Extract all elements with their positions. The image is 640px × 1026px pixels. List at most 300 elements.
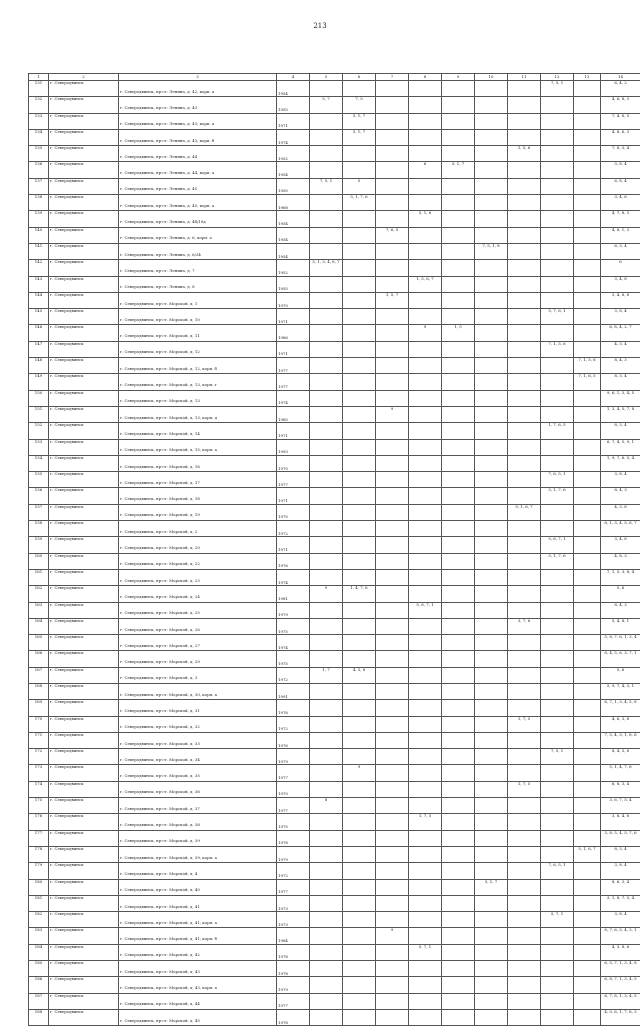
value-col-6: 5, 1, 7 [343, 113, 376, 129]
value-col-13 [574, 700, 601, 716]
value-col-11 [508, 423, 541, 439]
value-col-11 [508, 374, 541, 390]
table-row [29, 683, 640, 699]
address: г. Северодвинск, пр-ст. Ленина, д. 43, корп. б [119, 129, 277, 145]
value-col-5 [310, 863, 343, 879]
value-col-12 [541, 765, 574, 781]
row-number: 167 [29, 667, 49, 683]
value-col-12 [541, 667, 574, 683]
build-year: 1975 [277, 814, 310, 830]
value-col-14: 4, 6, 3, 8 [601, 716, 640, 732]
value-col-10 [475, 569, 508, 585]
value-col-6 [343, 716, 376, 732]
value-col-13 [574, 406, 601, 422]
table-row [29, 667, 640, 683]
value-col-13 [574, 895, 601, 911]
build-year: 1971 [277, 488, 310, 504]
value-col-13 [574, 635, 601, 651]
value-col-11 [508, 406, 541, 422]
table-row [29, 569, 640, 585]
row-number: 133 [29, 113, 49, 129]
value-col-13 [574, 325, 601, 341]
municipality: г. Северодвинск [49, 276, 119, 292]
table-row [29, 146, 640, 162]
value-col-13 [574, 553, 601, 569]
value-col-7 [376, 178, 409, 194]
value-col-8 [409, 309, 442, 325]
municipality: г. Северодвинск [49, 472, 119, 488]
value-col-13 [574, 341, 601, 357]
value-col-8: 5, 1, 6 [409, 211, 442, 227]
value-col-10 [475, 439, 508, 455]
address: г. Северодвинск, пр-ст. Ленина, д. 43 [119, 97, 277, 113]
value-col-7 [376, 162, 409, 178]
value-col-5 [310, 374, 343, 390]
value-col-9 [442, 439, 475, 455]
value-col-5 [310, 81, 343, 97]
value-col-7 [376, 195, 409, 211]
address: г. Северодвинск, пр-ст. Морской, д. 13 [119, 390, 277, 406]
table-row [29, 618, 640, 634]
column-header-3: 3 [119, 74, 277, 81]
table-row [29, 325, 640, 341]
value-col-10 [475, 683, 508, 699]
row-number: 159 [29, 537, 49, 553]
value-col-12 [541, 390, 574, 406]
value-col-14: 3, 8, 4 [601, 863, 640, 879]
address: г. Северодвинск, пр-ст. Ленина, д. 6, корп. а [119, 227, 277, 243]
build-year: 1976 [277, 700, 310, 716]
table-row [29, 292, 640, 308]
value-col-13 [574, 97, 601, 113]
value-col-9 [442, 961, 475, 977]
municipality: г. Северодвинск [49, 732, 119, 748]
value-col-7 [376, 749, 409, 765]
value-col-14: 7, 5, 4, 3, 1, 8, 6 [601, 732, 640, 748]
build-year: 1986 [277, 325, 310, 341]
value-col-11 [508, 635, 541, 651]
value-col-6 [343, 846, 376, 862]
value-col-5 [310, 1009, 343, 1025]
municipality: г. Северодвинск [49, 798, 119, 814]
address: г. Северодвинск, пр-ст. Морской, д. 12, корп. б [119, 358, 277, 374]
value-col-12: 5, 7, 1 [541, 912, 574, 928]
value-col-5 [310, 129, 343, 145]
value-col-10 [475, 553, 508, 569]
value-col-10 [475, 928, 508, 944]
value-col-7 [376, 129, 409, 145]
municipality: г. Северодвинск [49, 716, 119, 732]
value-col-7 [376, 716, 409, 732]
value-col-11 [508, 227, 541, 243]
value-col-5: 5, 1, 3, 4, 8, 7 [310, 260, 343, 276]
value-col-12 [541, 895, 574, 911]
value-col-5 [310, 732, 343, 748]
table-row [29, 97, 640, 113]
value-col-11 [508, 879, 541, 895]
value-col-13 [574, 504, 601, 520]
page-number: 213 [0, 22, 640, 30]
table-row [29, 504, 640, 520]
value-col-12 [541, 651, 574, 667]
address: г. Северодвинск, пр-ст. Морской, д. 13, корп. д [119, 406, 277, 422]
build-year: 1955 [277, 178, 310, 194]
value-col-6 [343, 961, 376, 977]
value-col-7 [376, 439, 409, 455]
table-row [29, 895, 640, 911]
address: г. Северодвинск, пр-ст. Морской, д. 26 [119, 618, 277, 634]
value-col-7 [376, 358, 409, 374]
municipality: г. Северодвинск [49, 162, 119, 178]
value-col-12 [541, 716, 574, 732]
value-col-5 [310, 700, 343, 716]
value-col-9 [442, 651, 475, 667]
value-col-12 [541, 961, 574, 977]
build-year: 1972 [277, 521, 310, 537]
value-col-9 [442, 341, 475, 357]
build-year: 1970 [277, 781, 310, 797]
value-col-13: 7, 1, 6, 5 [574, 374, 601, 390]
column-header-11: 11 [508, 74, 541, 81]
value-col-7 [376, 944, 409, 960]
value-col-13 [574, 81, 601, 97]
value-col-6 [343, 521, 376, 537]
value-col-10 [475, 912, 508, 928]
value-col-11 [508, 537, 541, 553]
value-col-6 [343, 944, 376, 960]
row-number: 180 [29, 879, 49, 895]
value-col-7 [376, 113, 409, 129]
value-col-14: 3, 1, 8, 7, 5, 4 [601, 895, 640, 911]
table-row [29, 195, 640, 211]
value-col-8 [409, 716, 442, 732]
value-col-9 [442, 537, 475, 553]
value-col-7 [376, 276, 409, 292]
value-col-12 [541, 977, 574, 993]
value-col-7: 9 [376, 406, 409, 422]
value-col-10 [475, 749, 508, 765]
value-col-11 [508, 683, 541, 699]
value-col-10 [475, 961, 508, 977]
value-col-13: 7, 1, 5, 6 [574, 358, 601, 374]
value-col-9 [442, 928, 475, 944]
value-col-11 [508, 358, 541, 374]
value-col-13 [574, 521, 601, 537]
value-col-12 [541, 798, 574, 814]
value-col-14: 3, 4, 6 [601, 195, 640, 211]
value-col-6 [343, 358, 376, 374]
row-number: 137 [29, 178, 49, 194]
value-col-6 [343, 406, 376, 422]
value-col-12: 7, 5, 1 [541, 81, 574, 97]
value-col-7 [376, 569, 409, 585]
value-col-6 [343, 341, 376, 357]
value-col-14: 8, 1, 3, 4, 5, 6, 7 [601, 521, 640, 537]
value-col-6 [343, 830, 376, 846]
value-col-8 [409, 423, 442, 439]
value-col-9 [442, 276, 475, 292]
value-col-7 [376, 309, 409, 325]
row-number: 142 [29, 260, 49, 276]
value-col-14: 6, 3, 4 [601, 243, 640, 259]
value-col-12: 7, 6, 5, 1 [541, 863, 574, 879]
value-col-14: 6, 8, 4 [601, 178, 640, 194]
value-col-14: 3, 4, 8 [601, 537, 640, 553]
value-col-9 [442, 97, 475, 113]
value-col-10 [475, 814, 508, 830]
value-col-7 [376, 700, 409, 716]
municipality: г. Северодвинск [49, 846, 119, 862]
row-number: 151 [29, 406, 49, 422]
municipality: г. Северодвинск [49, 341, 119, 357]
value-col-12 [541, 227, 574, 243]
value-col-6 [343, 977, 376, 993]
value-col-6 [343, 162, 376, 178]
value-col-14: 4, 8, 3 [601, 553, 640, 569]
value-col-14: 5, 4, 8, 1 [601, 618, 640, 634]
value-col-8 [409, 178, 442, 194]
address: г. Северодвинск, пр-ст. Морской, д. 41, корп. а [119, 912, 277, 928]
value-col-7 [376, 993, 409, 1009]
value-col-10 [475, 521, 508, 537]
value-col-8 [409, 129, 442, 145]
build-year: 1971 [277, 537, 310, 553]
table-row [29, 358, 640, 374]
value-col-9 [442, 765, 475, 781]
value-col-9 [442, 243, 475, 259]
value-col-10 [475, 732, 508, 748]
table-row [29, 1009, 640, 1025]
value-col-7 [376, 374, 409, 390]
build-year: 1978 [277, 961, 310, 977]
value-col-9 [442, 586, 475, 602]
value-col-9 [442, 569, 475, 585]
value-col-10 [475, 1009, 508, 1025]
municipality: г. Северодвинск [49, 129, 119, 145]
value-col-12 [541, 732, 574, 748]
value-col-14: 4, 7, 8, 3 [601, 211, 640, 227]
address: г. Северодвинск, пр-ст. Морской, д. 23 [119, 569, 277, 585]
build-year: 1979 [277, 977, 310, 993]
row-number: 152 [29, 423, 49, 439]
value-col-5 [310, 341, 343, 357]
value-col-9 [442, 700, 475, 716]
address: г. Северодвинск, пр-ст. Морской, д. 44 [119, 993, 277, 1009]
value-col-10 [475, 455, 508, 471]
value-col-11 [508, 863, 541, 879]
value-col-13 [574, 260, 601, 276]
build-year: 1954 [277, 243, 310, 259]
value-col-5 [310, 455, 343, 471]
value-col-8 [409, 651, 442, 667]
table-row [29, 309, 640, 325]
address: г. Северодвинск, пр-ст. Ленина, д. 42, корп. а [119, 81, 277, 97]
value-col-6 [343, 814, 376, 830]
value-col-9 [442, 211, 475, 227]
table-row [29, 846, 640, 862]
value-col-5 [310, 651, 343, 667]
value-col-6 [343, 146, 376, 162]
address: г. Северодвинск, пр-ст. Морской, д. 43, корп. а [119, 977, 277, 993]
value-col-11 [508, 113, 541, 129]
value-col-11: 3, 7, 6 [508, 618, 541, 634]
column-header-10: 10 [475, 74, 508, 81]
value-col-6: 5 [343, 178, 376, 194]
table-row [29, 830, 640, 846]
address: г. Северодвинск, пр-ст. Морской, д. 3 [119, 667, 277, 683]
value-col-14: 3, 4, 8 [601, 276, 640, 292]
value-col-9 [442, 814, 475, 830]
value-col-10 [475, 113, 508, 129]
municipality: г. Северодвинск [49, 227, 119, 243]
value-col-8 [409, 846, 442, 862]
municipality: г. Северодвинск [49, 569, 119, 585]
value-col-11 [508, 765, 541, 781]
value-col-8 [409, 912, 442, 928]
municipality: г. Северодвинск [49, 602, 119, 618]
address: г. Северодвинск, пр-ст. Морской, д. 20 [119, 537, 277, 553]
address: г. Северодвинск, пр-ст. Морской, д. 12 [119, 341, 277, 357]
column-header-6: 6 [343, 74, 376, 81]
value-col-11 [508, 814, 541, 830]
value-col-6 [343, 602, 376, 618]
address: г. Северодвинск, пр-ст. Морской, д. 41 [119, 895, 277, 911]
value-col-11 [508, 830, 541, 846]
municipality: г. Северодвинск [49, 863, 119, 879]
value-col-13 [574, 211, 601, 227]
value-col-11: 5, 1, 6, 7 [508, 504, 541, 520]
value-col-14: 3, 6, 7, 5, 4 [601, 798, 640, 814]
value-col-5 [310, 439, 343, 455]
build-year: 1984 [277, 928, 310, 944]
value-col-13 [574, 227, 601, 243]
value-col-14: 1, 3, 4, 5, 7, 8 [601, 406, 640, 422]
value-col-14: 6, 8, 7, 1, 3, 4, 5 [601, 977, 640, 993]
table-row [29, 716, 640, 732]
value-col-5 [310, 749, 343, 765]
value-col-5 [310, 358, 343, 374]
value-col-6 [343, 895, 376, 911]
municipality: г. Северодвинск [49, 439, 119, 455]
value-col-11 [508, 195, 541, 211]
value-col-13 [574, 569, 601, 585]
value-col-12 [541, 129, 574, 145]
table-row [29, 798, 640, 814]
address: г. Северодвинск, пр-ст. Морской, д. 42 [119, 944, 277, 960]
value-col-8: 9 [409, 325, 442, 341]
value-col-12 [541, 781, 574, 797]
value-col-13 [574, 1009, 601, 1025]
address: г. Северодвинск, пр-ст. Морской, д. 41, корп. б [119, 928, 277, 944]
value-col-6: 9 [343, 765, 376, 781]
row-number: 131 [29, 81, 49, 97]
value-col-12 [541, 374, 574, 390]
build-year: 1974 [277, 635, 310, 651]
value-col-10: 5, 1, 7 [475, 879, 508, 895]
value-col-14: 7, 4, 6, 5 [601, 113, 640, 129]
value-col-13 [574, 292, 601, 308]
value-col-6 [343, 455, 376, 471]
build-year: 1977 [277, 374, 310, 390]
value-col-8 [409, 798, 442, 814]
value-col-5 [310, 113, 343, 129]
value-col-10 [475, 863, 508, 879]
value-col-10 [475, 993, 508, 1009]
value-col-11 [508, 97, 541, 113]
row-number: 178 [29, 846, 49, 862]
value-col-14: 3, 8, 4 [601, 912, 640, 928]
value-col-11 [508, 961, 541, 977]
table-row [29, 700, 640, 716]
value-col-13 [574, 423, 601, 439]
value-col-8 [409, 341, 442, 357]
municipality: г. Северодвинск [49, 211, 119, 227]
value-col-5 [310, 292, 343, 308]
value-col-14: 5, 8, 7, 6, 1, 3, 4 [601, 635, 640, 651]
value-col-12 [541, 504, 574, 520]
value-col-14: 6, 4, 2 [601, 81, 640, 97]
value-col-5 [310, 961, 343, 977]
municipality: г. Северодвинск [49, 260, 119, 276]
row-number: 168 [29, 683, 49, 699]
value-col-13 [574, 814, 601, 830]
value-col-6 [343, 651, 376, 667]
value-col-11 [508, 211, 541, 227]
value-col-5 [310, 472, 343, 488]
value-col-8 [409, 292, 442, 308]
table-row [29, 879, 640, 895]
value-col-11: 1, 7, 5 [508, 781, 541, 797]
value-col-14: 5, 1, 4, 7, 8 [601, 765, 640, 781]
value-col-14: 7, 1, 5, 3, 8, 4 [601, 569, 640, 585]
value-col-6 [343, 537, 376, 553]
value-col-8 [409, 390, 442, 406]
table-row [29, 553, 640, 569]
value-col-10 [475, 178, 508, 194]
value-col-13 [574, 781, 601, 797]
value-col-9 [442, 455, 475, 471]
row-number: 183 [29, 928, 49, 944]
value-col-14: 4, 8, 1, 3 [601, 227, 640, 243]
value-col-9 [442, 146, 475, 162]
address: г. Северодвинск, пр-ст. Морской, д. 15, корп. а [119, 439, 277, 455]
value-col-7 [376, 504, 409, 520]
value-col-14: 8, 4, 3, 6 [601, 749, 640, 765]
value-col-7 [376, 243, 409, 259]
value-col-5 [310, 683, 343, 699]
value-col-5 [310, 243, 343, 259]
value-col-14: 4, 6, 8, 3 [601, 97, 640, 113]
value-col-7 [376, 765, 409, 781]
row-number: 174 [29, 781, 49, 797]
value-col-9 [442, 912, 475, 928]
value-col-6: 4, 3, 8 [343, 667, 376, 683]
value-col-8: 5, 6, 7, 1 [409, 602, 442, 618]
table-row [29, 602, 640, 618]
value-col-10 [475, 765, 508, 781]
value-col-14: 4, 3, 8, 6 [601, 944, 640, 960]
value-col-6 [343, 635, 376, 651]
address: г. Северодвинск, пр-ст. Морской, д. 45 [119, 1009, 277, 1025]
address: г. Северодвинск, пр-ст. Ленина, д. 44 [119, 146, 277, 162]
build-year: 1971 [277, 341, 310, 357]
value-col-10 [475, 292, 508, 308]
value-col-8 [409, 1009, 442, 1025]
value-col-12 [541, 830, 574, 846]
value-col-10 [475, 162, 508, 178]
value-col-6 [343, 292, 376, 308]
value-col-5 [310, 830, 343, 846]
